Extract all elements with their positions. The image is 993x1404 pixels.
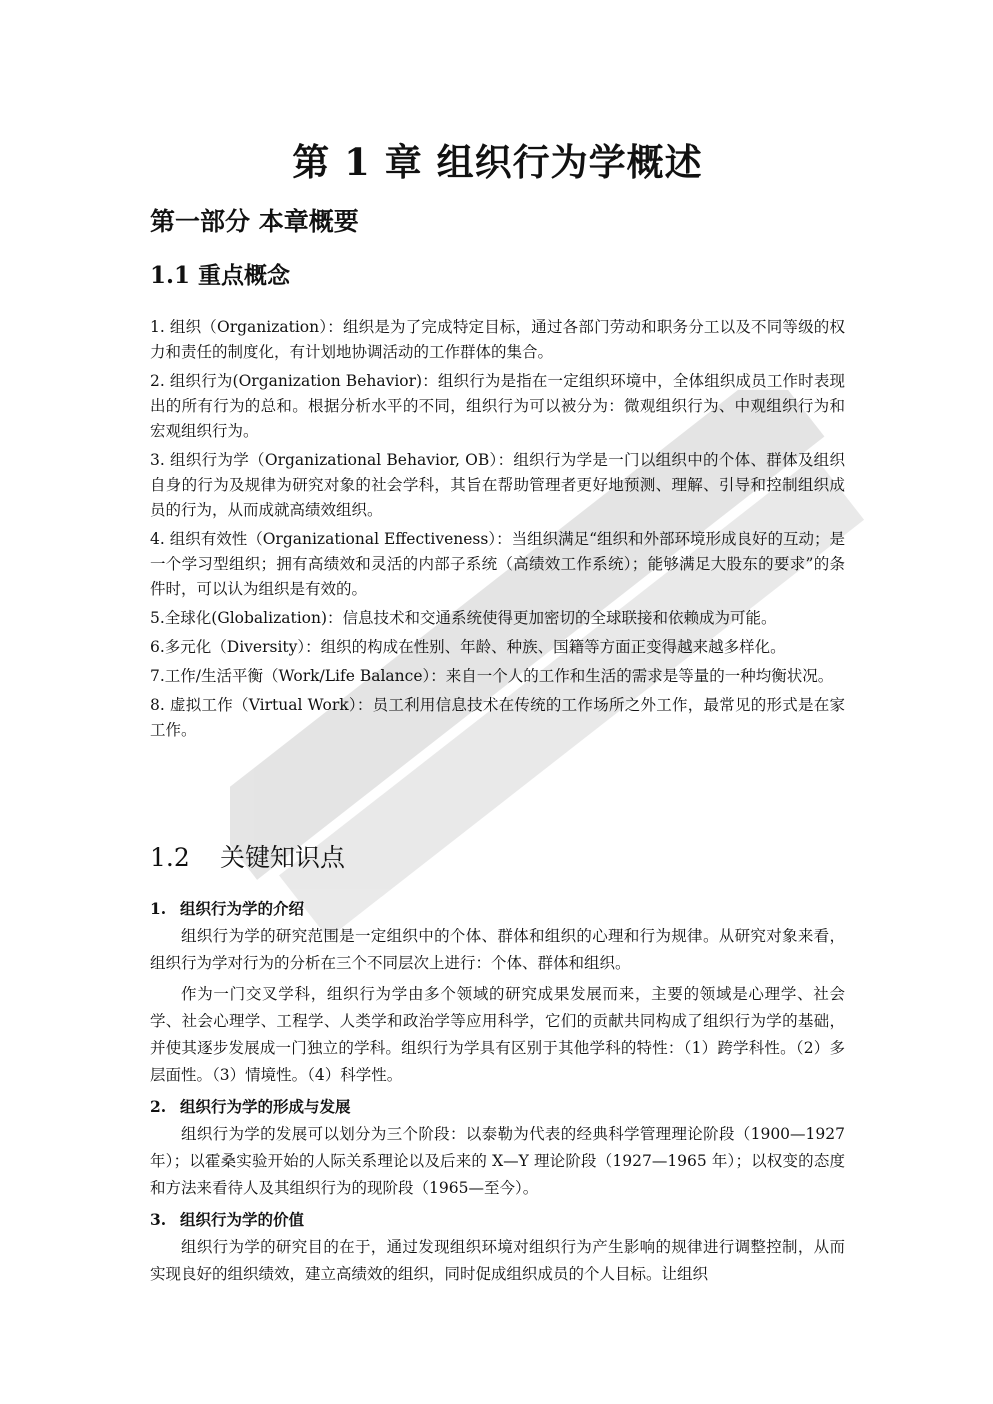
concept-item: 6.多元化（Diversity）：组织的构成在性别、年龄、种族、国籍等方面正变得越来越多样化。: [150, 638, 786, 656]
chapter-title: 第 1 章 组织行为学概述: [292, 140, 703, 184]
knowledge-paragraph: 组织行为学的研究目的在于，通过发现组织环境对组织行为产生影响的规律进行调整控制，从而实现良好的组织绩效，建立高绩效的组织，同时促成组织成员的个人目标。让组织: [150, 1238, 845, 1283]
knowledge-item: [150, 897, 845, 1089]
knowledge-paragraph: 组织行为学的发展可以划分为三个阶段：以泰勒为代表的经典科学管理理论阶段（1900—1927 年）；以霍桑实验开始的人际关系理论以及后来的 X—Y 理论阶段（1927—1965 年）；以权变的态度和方法来看待人及其组织行为的现阶段（1965—至今）。: [150, 1125, 845, 1197]
knowledge-paragraph: 作为一门交叉学科，组织行为学由多个领域的研究成果发展而来，主要的领域是心理学、社会学、社会心理学、工程学、人类学和政治学等应用科学，它们的贡献共同构成了组织行为学的基础，并使其逐步发展成一门独立的学科。组织行为学具有区别于其他学科的特性：（1）跨学科性。（2）多层面性。（3）情境性。（4）科学性。: [150, 985, 845, 1084]
concept-item: 1. 组织（Organization）：组织是为了完成特定目标，通过各部门劳动和职务分工以及不同等级的权力和责任的制度化，有计划地协调活动的工作群体的集合。: [150, 318, 845, 361]
knowledge-item: [150, 1208, 845, 1288]
concept-item: 7.工作/生活平衡（Work/Life Balance）：来自一个人的工作和生活的需求是等量的一种均衡状况。: [150, 667, 834, 685]
knowledge-item-number: 1.: [150, 899, 167, 918]
concept-item: 5.全球化(Globalization)：信息技术和交通系统使得更加密切的全球联接和依赖成为可能。: [150, 609, 777, 627]
knowledge-item-number: 2.: [150, 1097, 167, 1116]
section-number: 1.2: [150, 843, 190, 872]
knowledge-item-title: [150, 1095, 845, 1119]
section-title-text: 关键知识点: [220, 843, 346, 872]
knowledge-item-title: [150, 897, 845, 921]
knowledge-item-heading: 组织行为学的介绍: [180, 899, 305, 918]
key-concepts-list: [150, 315, 845, 747]
knowledge-item-heading: 组织行为学的价值: [180, 1210, 305, 1229]
concept-item: 8. 虚拟工作（Virtual Work）：员工利用信息技术在传统的工作场所之外工作，最常见的形式是在家工作。: [150, 696, 845, 739]
concept-item: 2. 组织行为(Organization Behavior)：组织行为是指在一定组织环境中，全体组织成员工作时表现出的所有行为的总和。根据分析水平的不同，组织行为可以被分为：微观组织行为、中观组织行为和宏观组织行为。: [150, 372, 845, 440]
knowledge-paragraph: 组织行为学的研究范围是一定组织中的个体、群体和组织的心理和行为规律。从研究对象来看，组织行为学对行为的分析在三个不同层次上进行：个体、群体和组织。: [150, 927, 845, 972]
section-title-key-concepts: 1.1 重点概念: [150, 262, 291, 289]
knowledge-item-heading: 组织行为学的形成与发展: [180, 1097, 351, 1116]
knowledge-points-list: [150, 897, 845, 1294]
knowledge-item: [150, 1095, 845, 1202]
section-title-knowledge-points: [150, 838, 345, 874]
concept-item: 4. 组织有效性（Organizational Effectiveness）：当组织满足“组织和外部环境形成良好的互动；是一个学习型组织；拥有高绩效和灵活的内部子系统（高绩效工作系统）；能够满足大股东的要求”的条件时，可以认为组织是有效的。: [150, 530, 846, 598]
concept-item: 3. 组织行为学（Organizational Behavior, OB）：组织行为学是一门以组织中的个体、群体及组织自身的行为及规律为研究对象的社会学科，其旨在帮助管理者更好地预测、理解、引导和控制组织成员的行为，从而成就高绩效组织。: [150, 451, 845, 519]
knowledge-item-number: 3.: [150, 1210, 167, 1229]
part-title: 第一部分 本章概要: [150, 207, 359, 236]
knowledge-item-title: [150, 1208, 845, 1232]
